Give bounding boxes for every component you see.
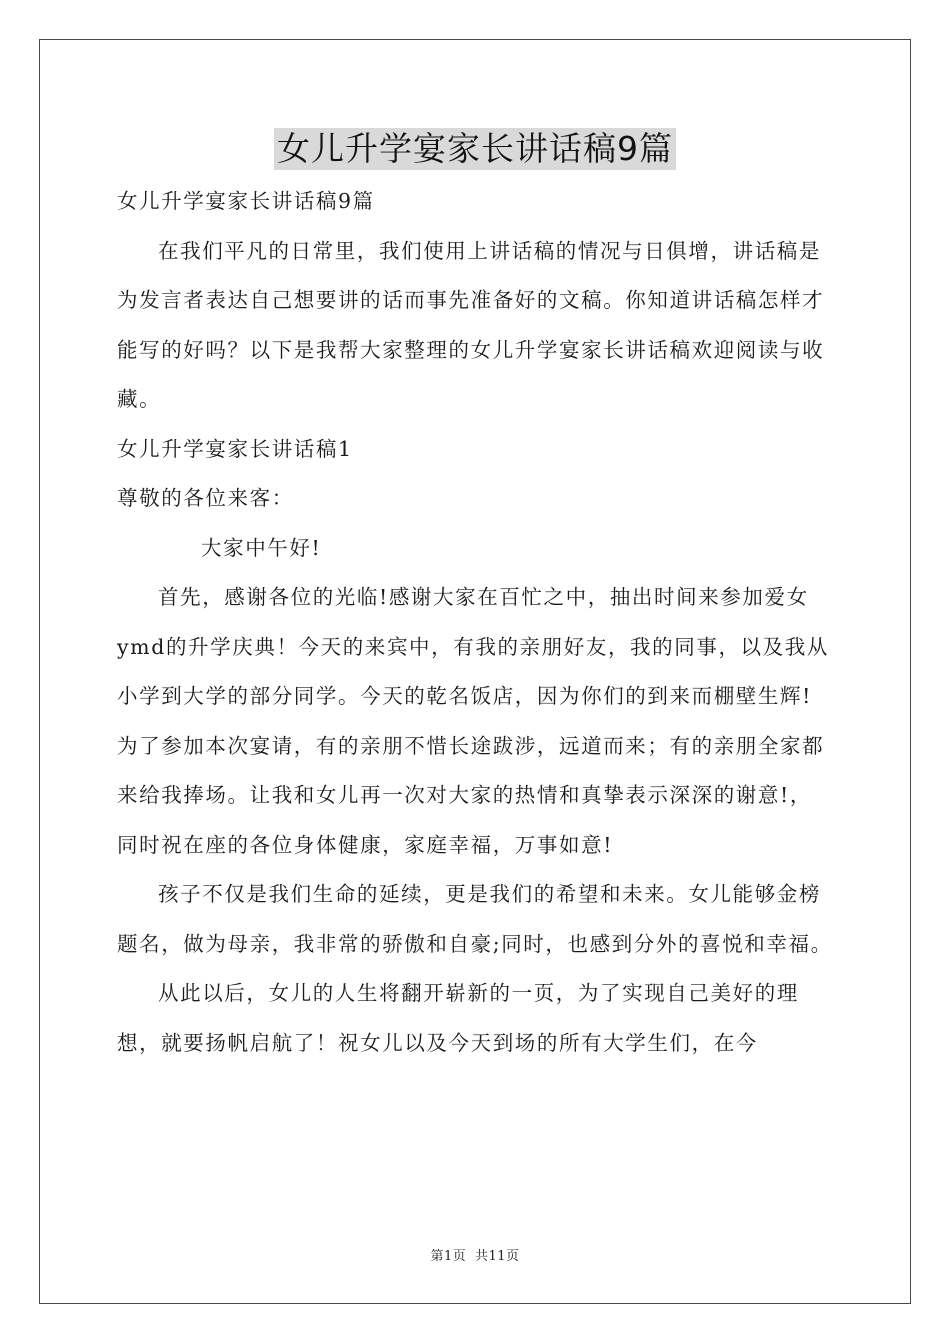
salutation: 尊敬的各位来客： [117,486,294,510]
body-paragraph: 孩子不仅是我们生命的延续，更是我们的希望和未来。女儿能够金榜题名，做为母亲，我非常的骄傲和自豪;同时，也感到分外的喜悦和幸福。 [117,882,833,956]
body-paragraph: 首先，感谢各位的光临!感谢大家在百忙之中，抽出时间来参加爱女ymd的升学庆典！今天的来宾中，有我的亲朋好友，我的同事，以及我从小学到大学的部分同学。今天的乾名饭店，因为你们的到来而棚壁生辉!为了参加本次宴请，有的亲朋不惜长途跋涉，远道而来；有的亲朋全家都来给我捧场。让我和女儿再一次对大家的热情和真挚表示深深的谢意!，同时祝在座的各位身体健康，家庭幸福，万事如意! [117,585,829,857]
intro-paragraph: 在我们平凡的日常里，我们使用上讲话稿的情况与日俱增，讲话稿是为发言者表达自己想要讲的话而事先准备好的文稿。你知道讲话稿怎样才能写的好吗？以下是我帮大家整理的女儿升学宴家长讲话稿欢迎阅读与收藏。 [117,238,825,411]
page-total: 共11页 [474,1249,520,1264]
document-title: 女儿升学宴家长讲话稿9篇 [274,128,676,170]
page-number: 第1页 [430,1249,467,1264]
page-footer [0,1245,950,1264]
title-container [0,128,950,170]
body-paragraph: 从此以后，女儿的人生将翻开崭新的一页，为了实现自己美好的理想，就要扬帆启航了！祝女儿以及今天到场的所有大学生们，在今 [117,981,799,1055]
document-body [117,177,833,1068]
greeting: 大家中午好! [201,535,322,560]
subtitle-line: 女儿升学宴家长讲话稿9篇 [117,189,375,213]
section-heading: 女儿升学宴家长讲话稿1 [117,436,353,461]
